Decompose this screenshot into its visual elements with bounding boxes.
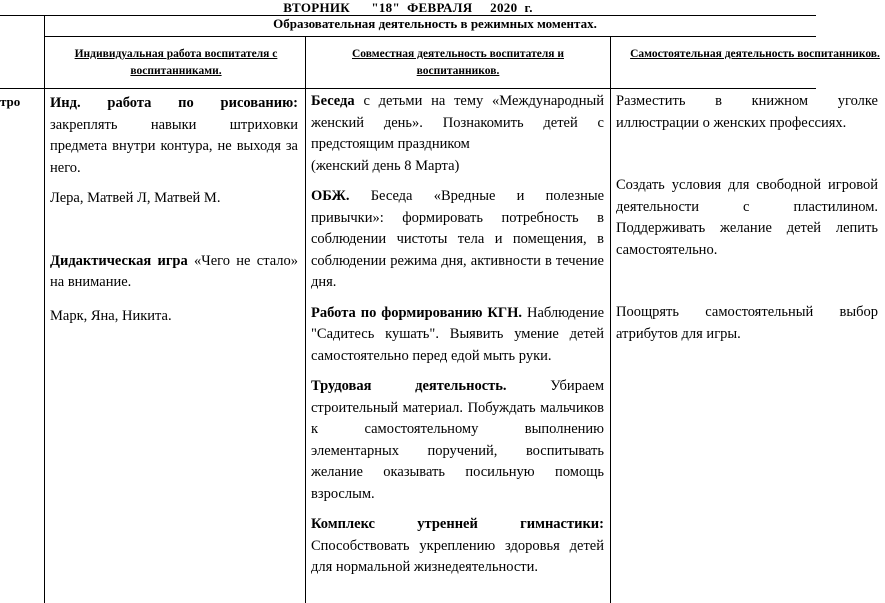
cell-joint-activity	[311, 91, 604, 579]
hygiene-text: Наблюдение "Садитесь кушать". Выявить умение детей самостоятельно перед едой мыть руки.	[311, 304, 605, 364]
page-title: ВТОРНИК "18" ФЕВРАЛЯ 2020 г.	[283, 0, 533, 15]
cell-independent-activity	[616, 91, 878, 345]
plasticine-text: Создать условия для свободной игровой деятельности с пластилином. Поддерживать желание детей лепить самостоятельно.	[616, 177, 878, 258]
table-divider-1	[305, 36, 306, 603]
encourage-text: Поощрять самостоятельный выбор атрибутов для игры.	[616, 304, 878, 342]
hygiene-title: Работа по формированию КГН.	[311, 304, 523, 321]
column-header-individual: Индивидуальная работа воспитателя с воспитанниками.	[74, 48, 278, 77]
safety-title: ОБЖ.	[311, 188, 350, 204]
cell-independent-clip	[611, 88, 878, 603]
drawing-title: Инд. работа по рисованию:	[50, 95, 298, 111]
didactic-game-title: Дидактическая игра	[50, 252, 188, 269]
column-header-joint: Совместная деятельность воспитателя и воспитанников.	[351, 48, 564, 77]
gymnastics-title: Комплекс утренней гимнастики:	[311, 516, 604, 532]
labor-title: Трудовая деятельность.	[311, 378, 507, 394]
safety-text: Беседа «Вредные и полезные привычки»: формировать потребность в соблюдении чистоты тела и помещения, в соблюдении режима дня, активности в течение дня.	[311, 188, 605, 290]
cell-individual-work	[50, 93, 298, 327]
labor-text: Убираем строительный материал. Побуждать мальчиков к самостоятельному выполнению элементарных поручений, воспитывать желание оказывать посильную помощь взрослым.	[311, 378, 604, 502]
book-corner-text: Разместить в книжном уголке иллюстрации о женских профессиях.	[616, 93, 878, 131]
conversation-text-2: (женский день 8 Марта)	[311, 157, 460, 174]
conversation-title: Беседа	[311, 93, 355, 109]
table-divider-left	[44, 15, 45, 603]
gymnastics-text: Способствовать укреплению здоровья детей для нормальной жизнедеятельности.	[311, 537, 604, 575]
section-subtitle: Образовательная деятельность в режимных моментах.	[273, 16, 597, 31]
conversation-text: с детьми на тему «Международный женский день». Познакомить детей с предстоящим праздником	[311, 93, 605, 152]
row-label-morning: тро	[0, 94, 21, 109]
column-header-independent: Самостоятельная деятельность воспитанников.	[630, 48, 880, 60]
drawing-children-names: Лера, Матвей Л, Матвей М.	[50, 190, 221, 206]
table-border-subheader	[44, 36, 816, 37]
didactic-game-text: «Чего не стало» на внимание.	[50, 252, 299, 290]
didactic-children-names: Марк, Яна, Никита.	[50, 307, 172, 324]
drawing-text: закреплять навыки штриховки предмета внутри контура, не выходя за него.	[50, 116, 298, 176]
